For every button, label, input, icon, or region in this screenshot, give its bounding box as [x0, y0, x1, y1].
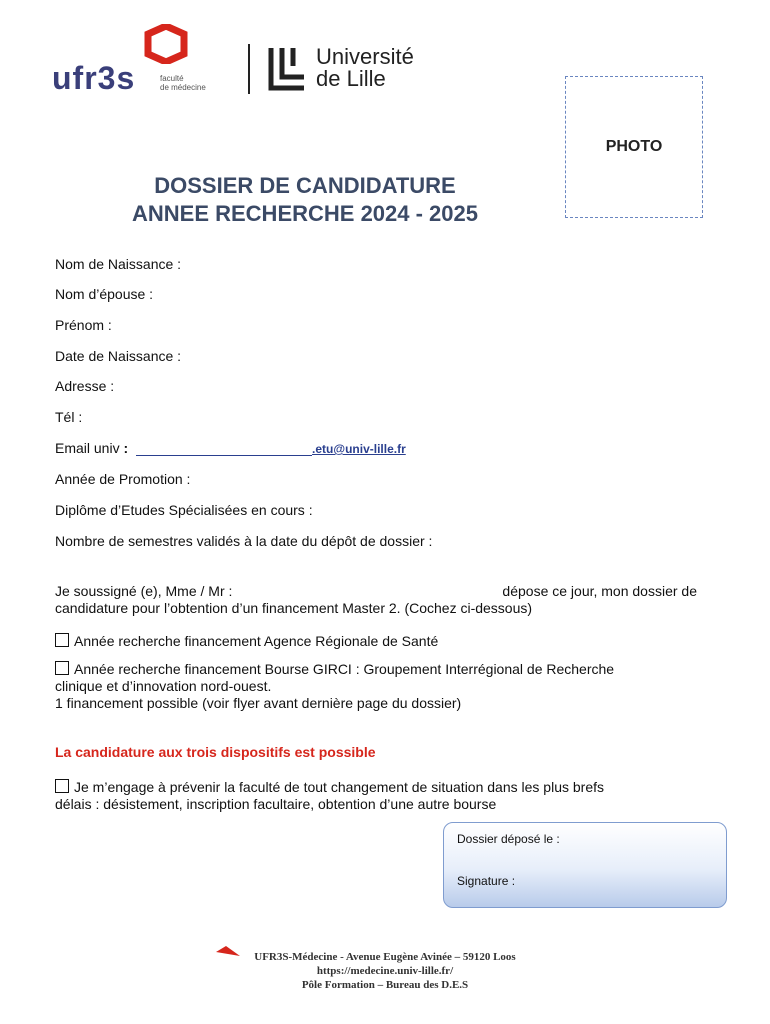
- logo-divider: [248, 44, 250, 94]
- field-tel: Tél :: [55, 409, 83, 425]
- footer-url[interactable]: https://medecine.univ-lille.fr/: [316, 965, 454, 977]
- email-label: Email univ: [55, 440, 120, 456]
- notice-text: La candidature aux trois dispositifs est possible: [55, 744, 376, 760]
- ufr3s-hexagon-icon: [144, 24, 188, 64]
- declaration-part-2: dépose ce jour, mon dossier de: [502, 583, 697, 599]
- engagement-label: Je m’engage à prévenir la faculté de tout changement de situation dans les plus brefs: [74, 779, 604, 795]
- declaration-paragraph: [55, 583, 697, 617]
- signature-label: Signature :: [457, 874, 516, 888]
- ufr3s-sub-line-2: de médecine: [160, 83, 206, 92]
- email-colon: :: [123, 440, 129, 456]
- engagement-line-2: délais : désistement, inscription facultaire, obtention d’une autre bourse: [55, 796, 497, 812]
- footer-department: Pôle Formation – Bureau des D.E.S: [301, 979, 469, 991]
- engagement-line-1: [55, 779, 697, 796]
- field-nom-epouse: Nom d’épouse :: [55, 286, 154, 302]
- footer: [140, 950, 630, 992]
- field-adresse: Adresse :: [55, 378, 115, 394]
- title-line-2: ANNEE RECHERCHE 2024 - 2025: [131, 201, 479, 226]
- option-girci: [55, 661, 697, 712]
- universite-lille-logo-text: [316, 46, 414, 90]
- option-girci-line-2: clinique et d’innovation nord-ouest.: [55, 678, 272, 694]
- deposit-box[interactable]: [443, 822, 727, 908]
- footer-address: UFR3S-Médecine - Avenue Eugène Avinée – 59120 Loos: [254, 951, 516, 963]
- ufr3s-logo-text: ufr3s: [52, 60, 136, 96]
- field-prenom: Prénom :: [55, 317, 112, 333]
- declaration-part-1: Je soussigné (e), Mme / Mr :: [55, 583, 233, 599]
- photo-label: PHOTO: [605, 138, 663, 155]
- option-ars-label: Année recherche financement Agence Régionale de Santé: [74, 633, 439, 649]
- engagement: [55, 779, 697, 813]
- ufr3s-sub-line-1: faculté: [160, 74, 184, 83]
- email-input-line[interactable]: [136, 441, 312, 456]
- option-girci-line-1: [55, 661, 697, 678]
- ufr3s-logo-subtitle: [160, 74, 206, 92]
- declaration-line-1: [55, 583, 697, 600]
- title-line-1: DOSSIER DE CANDIDATURE: [154, 173, 456, 198]
- option-girci-line-3: 1 financement possible (voir flyer avant dernière page du dossier): [55, 695, 462, 711]
- checkbox-engagement[interactable]: [55, 779, 69, 793]
- email-domain: .etu@univ-lille.fr: [312, 442, 406, 456]
- field-diplome: Diplôme d’Etudes Spécialisées en cours :: [55, 502, 313, 518]
- field-nom-naissance: Nom de Naissance :: [55, 256, 182, 272]
- checkbox-girci[interactable]: [55, 661, 69, 675]
- universite-line: Université: [316, 44, 414, 69]
- field-annee-promotion: Année de Promotion :: [55, 471, 191, 487]
- universite-lille-mark-icon: [268, 46, 308, 92]
- depose-le-label: Dossier déposé le :: [457, 832, 560, 846]
- option-ars: [55, 633, 697, 650]
- checkbox-ars[interactable]: [55, 633, 69, 647]
- document-title: [40, 172, 570, 228]
- field-date-naissance: Date de Naissance :: [55, 348, 182, 364]
- ufr3s-logo: [52, 24, 222, 96]
- option-girci-label: Année recherche financement Bourse GIRCI : Groupement Interrégional de Recherche: [74, 661, 615, 677]
- declaration-line-2: candidature pour l’obtention d’un financement Master 2. (Cochez ci-dessous): [55, 600, 533, 616]
- de-lille-line: de Lille: [316, 66, 386, 91]
- field-semestres: Nombre de semestres validés à la date du dépôt de dossier :: [55, 533, 433, 549]
- field-email: [55, 440, 406, 456]
